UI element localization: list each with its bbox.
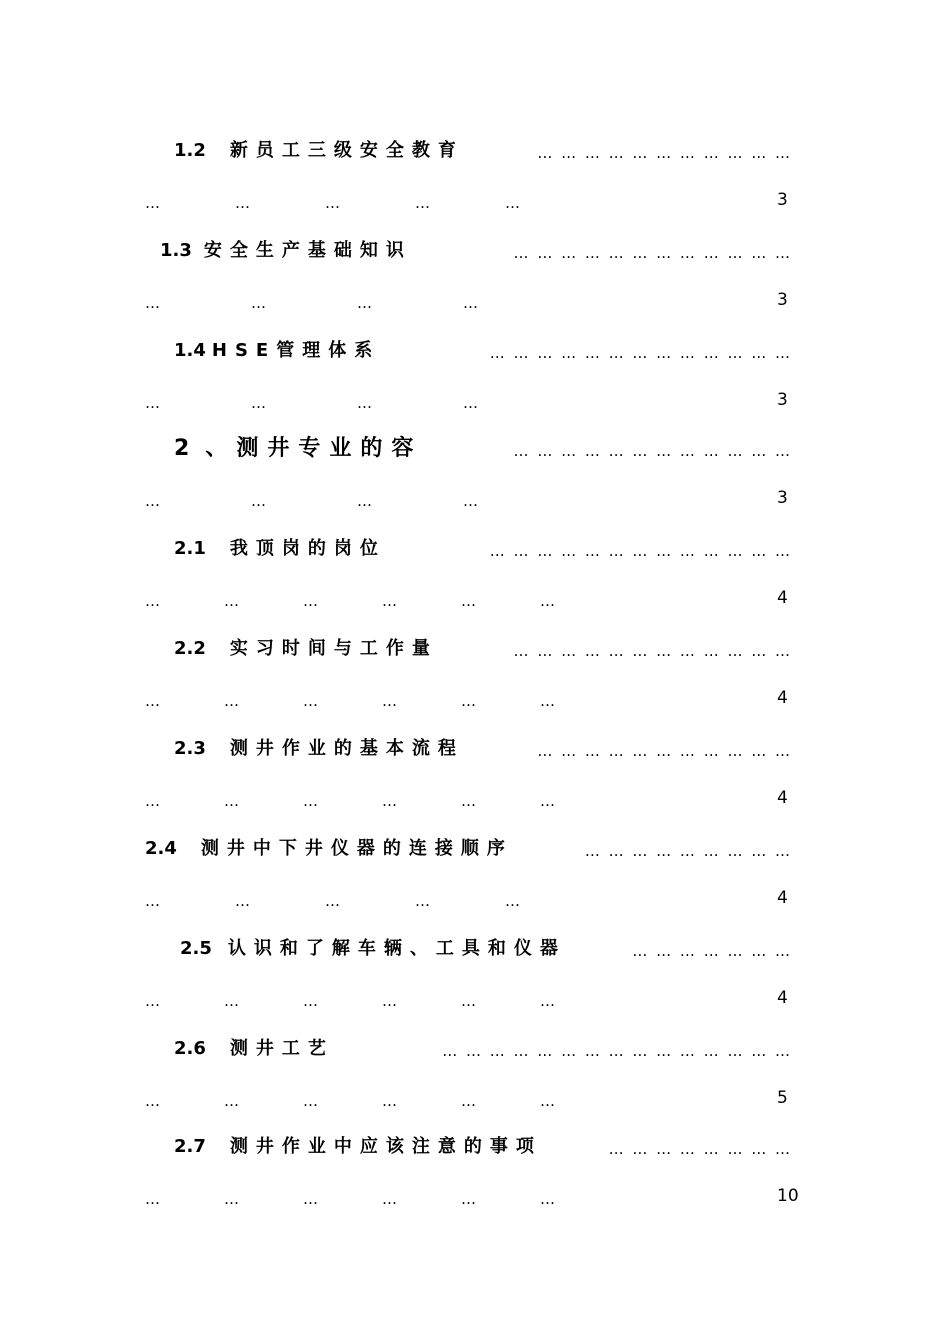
toc-entry-continuation: … … … … … … 4 <box>145 984 805 1014</box>
toc-entry-title: 安全生产基础知识 <box>203 240 412 261</box>
toc-entry[interactable] <box>0 136 950 236</box>
toc-entry-continuation: … … … … … 3 <box>145 186 805 216</box>
toc-entry-title: 测井工艺 <box>229 1038 334 1059</box>
toc-page-number: 3 <box>777 290 788 310</box>
toc-entry[interactable] <box>0 1034 950 1134</box>
toc-entry-title: 测井中下井仪器的连接顺序 <box>200 838 513 859</box>
toc-entry-number: 2 <box>174 436 190 461</box>
toc-page-number: 4 <box>777 788 788 808</box>
toc-entry-continuation: … … … … … … 4 <box>145 684 805 714</box>
toc-leader-dots: … … … … … … … … <box>608 1140 792 1158</box>
toc-page-number: 10 <box>777 1186 799 1206</box>
toc-entry-number: 2.5 <box>180 938 212 959</box>
toc-entry-title: HSE管理体系 <box>211 340 381 361</box>
toc-entry-number: 1.3 <box>160 240 192 261</box>
toc-entry-title: 新员工三级安全教育 <box>229 140 464 161</box>
toc-page-number: 4 <box>777 888 788 908</box>
toc-page-number: 3 <box>777 390 788 410</box>
toc-entry-heading <box>174 734 464 764</box>
toc-entry-continuation: … … … … 3 <box>145 484 805 514</box>
toc-page-number: 4 <box>777 988 788 1008</box>
toc-entry-number: 2.2 <box>174 638 206 659</box>
toc-entry-heading <box>174 1132 542 1162</box>
toc-entry-number: 1.2 <box>174 140 206 161</box>
toc-entry-heading <box>174 336 380 366</box>
toc-entry-number: 1.4 <box>174 340 206 361</box>
toc-entry[interactable] <box>0 634 950 734</box>
toc-leader-dots: … … … … … … … … … … … … … <box>489 542 792 560</box>
toc-entry-heading <box>174 434 422 464</box>
toc-entry-title: 测井作业的基本流程 <box>229 738 464 759</box>
toc-leader-dots: … … … … … … … … … … … … <box>513 244 792 262</box>
toc-entry-number: 2.7 <box>174 1136 206 1157</box>
toc-entry-heading <box>160 236 412 266</box>
toc-entry[interactable] <box>0 834 950 934</box>
toc-entry-continuation: … … … … … … 4 <box>145 584 805 614</box>
toc-entry-continuation: … … … … 3 <box>145 386 805 416</box>
toc-entry[interactable] <box>0 336 950 436</box>
toc-entry[interactable] <box>0 534 950 634</box>
toc-page-number: 4 <box>777 588 788 608</box>
toc-entry-heading <box>174 136 464 166</box>
toc-leader-dots: … … … … … … … … … … … <box>537 742 792 760</box>
toc-entry-title: 实习时间与工作量 <box>229 638 438 659</box>
toc-leader-dots: … … … … … … … … … <box>584 842 792 860</box>
toc-page-number: 3 <box>777 488 788 508</box>
toc-entry-continuation: … … … … … 4 <box>145 884 805 914</box>
toc-page-number: 3 <box>777 190 788 210</box>
toc-leader-dots: … … … … … … … … … … … … <box>513 442 792 460</box>
toc-entry-heading <box>174 1034 334 1064</box>
toc-entry[interactable] <box>0 934 950 1034</box>
toc-leader-dots: … … … … … … … … … … … <box>537 144 792 162</box>
toc-page-number: 4 <box>777 688 788 708</box>
toc-entry-number: 2.6 <box>174 1038 206 1059</box>
toc-entry-heading <box>174 634 438 664</box>
toc-entry-heading <box>174 534 386 564</box>
toc-entry[interactable] <box>0 434 950 534</box>
toc-leader-dots: … … … … … … … … … … … … … … … <box>442 1042 792 1060</box>
toc-entry-title: 测井作业中应该注意的事项 <box>229 1136 542 1157</box>
toc-entry-number: 2.1 <box>174 538 206 559</box>
toc-entry-continuation: … … … … … … 5 <box>145 1084 805 1114</box>
toc-entry-continuation: … … … … … … 10 <box>145 1182 805 1212</box>
toc-leader-dots: … … … … … … … … … … … … … <box>489 344 792 362</box>
toc-entry-heading <box>145 834 513 864</box>
toc-leader-dots: … … … … … … … <box>632 942 792 960</box>
toc-entry-title: 我顶岗的岗位 <box>229 538 386 559</box>
toc-entry[interactable] <box>0 236 950 336</box>
toc-entry-title: 、测井专业的容 <box>205 436 423 461</box>
toc-entry-title: 认识和了解车辆、工具和仪器 <box>227 938 566 959</box>
toc-entry-heading <box>180 934 566 964</box>
toc-entry[interactable] <box>0 1132 950 1232</box>
toc-leader-dots: … … … … … … … … … … … … <box>513 642 792 660</box>
toc-entry[interactable] <box>0 734 950 834</box>
toc-entry-number: 2.4 <box>145 838 177 859</box>
toc-entry-number: 2.3 <box>174 738 206 759</box>
toc-entry-continuation: … … … … … … 4 <box>145 784 805 814</box>
toc-page-number: 5 <box>777 1088 788 1108</box>
toc-entry-continuation: … … … … 3 <box>145 286 805 316</box>
